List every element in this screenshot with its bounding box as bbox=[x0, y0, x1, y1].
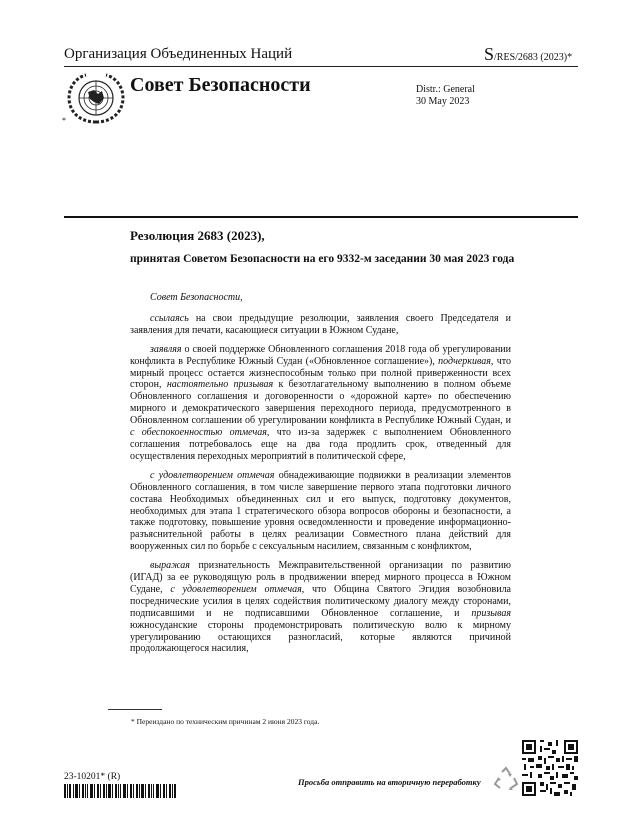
resolution-body bbox=[130, 292, 511, 662]
text: , что Община Святого Эгидия возобновила посреднические усилия в целях содействия политическому диалогу между сторонами, подписавшими и не подписавшими Обновленное соглашение, и bbox=[130, 583, 511, 619]
resolution-subtitle: принятая Советом Безопасности на его 9332-м заседании 30 мая 2023 года bbox=[130, 253, 515, 265]
text: признательность Межправительственной организации по развитию (ИГАД) за ее руководящую роль в продвижении вперед мирного процесса в Южном Судане, bbox=[130, 560, 511, 595]
preamble-paragraph-3 bbox=[130, 470, 511, 553]
qr-code-icon bbox=[522, 740, 578, 796]
symbol-rest: /RES/2683 (2023)* bbox=[494, 52, 573, 63]
distribution-info bbox=[416, 84, 475, 108]
resolution-title: Резолюция 2683 (2023), bbox=[130, 228, 265, 243]
footnote-rule bbox=[108, 709, 162, 710]
emph: подчеркивая bbox=[438, 355, 491, 367]
text: , что из-за задержек с выполнением Обновленного соглашения потребовалось еще на два года продлить срок, отведенный для осуществления переходных мероприятий в политической сфере, bbox=[130, 427, 511, 462]
preamble-paragraph-2 bbox=[130, 344, 511, 463]
footnote: * Переиздано по техническим причинам 2 июня 2023 года. bbox=[131, 717, 320, 726]
text: обнадеживающие подвижки в реализации элементов Обновленного соглашения, в том числе завершение первого этапа подготовки личного состава Необходимых объединенных сил и его выпуск, подготовку документов, необходимых для этапа 1 стратегического обзора вопросов обороны и безопасности, а также подготовку, повышение уровня осведомленности и проведение информационно-разъяснительной работы в целях реализации Совместного плана действий для вооруженных сил по борьбе с сексуальным насилием, связанным с конфликтом, bbox=[130, 469, 511, 553]
emph: призывая bbox=[471, 607, 511, 619]
text: к безотлагательному выполнению в полном объеме Обновленного соглашения и договоренности о «дорожной карте» по обеспечению мирного и демократического завершения переходного периода, предусмотренного в Обновленном соглашении об урегулировании конфликта в Республике Южный Судан, и bbox=[130, 379, 511, 427]
emblem-asterisk: * bbox=[62, 116, 66, 125]
title-rule bbox=[64, 216, 578, 218]
preamble-paragraph-1 bbox=[130, 313, 511, 337]
text: на свои предыдущие резолюции, заявления своего Председателя и заявления для печати, касающиеся ситуации в Южном Судане, bbox=[130, 312, 511, 336]
text: , что мирный процесс остается жизнеспособным только при полной приверженности всех сторон, bbox=[130, 355, 511, 391]
emph: выражая bbox=[150, 560, 190, 572]
emph: с удовлетворением отмечая bbox=[170, 583, 302, 595]
recycle-note: Просьба отправить на вторичную переработку bbox=[298, 777, 481, 787]
text: южносуданские стороны продемонстрировать политическую волю к мирному урегулированию остающихся разногласий, которые являются причиной продолжающегося насилия, bbox=[130, 619, 511, 655]
document-number: 23-10201* (R) bbox=[64, 772, 121, 782]
emph: ссылаясь bbox=[150, 312, 189, 324]
distr-line: Distr.: General bbox=[416, 84, 475, 95]
emph: настоятельно призывая bbox=[166, 379, 274, 391]
council-name: Совет Безопасности bbox=[130, 74, 311, 96]
barcode-icon bbox=[64, 784, 176, 798]
recycle-icon bbox=[492, 766, 520, 794]
document-symbol bbox=[484, 44, 572, 65]
header-rule bbox=[64, 66, 578, 67]
un-emblem-icon bbox=[64, 72, 128, 126]
preamble-intro: Совет Безопасности, bbox=[150, 292, 243, 303]
emph: с удовлетворением отмечая bbox=[150, 469, 275, 481]
emph: с обеспокоенностью отмечая bbox=[130, 427, 267, 439]
date-line: 30 May 2023 bbox=[416, 96, 470, 107]
preamble-paragraph-4 bbox=[130, 560, 511, 655]
organization-name: Организация Объединенных Наций bbox=[64, 46, 293, 62]
text: о своей поддержке Обновленного соглашения 2018 года об урегулировании конфликта в Республике Южный Судан («Обновленное соглашение»), bbox=[130, 343, 511, 367]
symbol-prefix: S bbox=[484, 44, 495, 64]
emph: заявляя bbox=[150, 343, 182, 355]
